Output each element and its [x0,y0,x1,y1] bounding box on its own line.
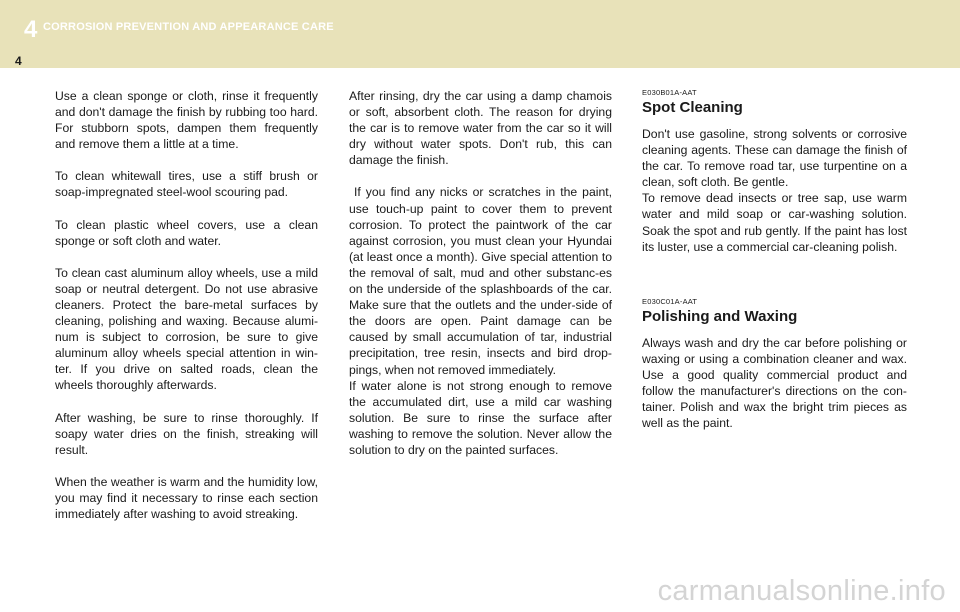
paragraph: Use a clean sponge or cloth, rinse it frequently and don't damage the finish by rubbing too hard. For stubborn spots, dampen them frequently and remove them a little at a time. [55,89,318,152]
paragraph: When the weather is warm and the humidity low, you may find it necessary to rinse each section immediately after washing to avoid streaking. [55,474,318,521]
column-middle [349,88,612,474]
section-code: E030C01A-AAT [642,297,698,306]
paragraph: After washing, be sure to rinse thoroughly. If soapy water dries on the finish, streaking will result. [55,410,318,457]
paragraph: To clean plastic wheel covers, use a clean sponge or soft cloth and water. [55,217,318,248]
section-spot-cleaning [642,88,907,271]
paragraph: To remove dead insects or tree sap, use warm water and mild soap or car-washing solution. Soak the spot and rub gently. If the paint has lost its luster, use a commercial car-cleaning polish. [642,191,907,254]
paragraph: To clean cast aluminum alloy wheels, use a mild soap or neutral detergent. Do not use abrasive cleaners. Protect the bare-metal surfaces by cleaning, polishing and waxing. Because alumi-num is subject to corrosion, be sure to give aluminum alloy wheels special attention in win-ter. If you drive on salted roads, clean the wheels thoroughly afterwards. [55,265,318,393]
section-heading: Spot Cleaning [642,99,743,116]
page-number: 4 [15,54,22,68]
chapter-number: 4 [24,16,38,43]
section-polishing-waxing [642,297,907,432]
paragraph: After rinsing, dry the car using a damp chamois or soft, absorbent cloth. The reason for drying the car is to remove water from the car so it will dry without water spots. Don't rub, this can damage the finish. [349,89,612,168]
chapter-title: CORROSION PREVENTION AND APPEARANCE CARE [43,21,334,33]
section-code: E030B01A-AAT [642,88,697,97]
paragraph: If you find any nicks or scratches in the paint, use touch-up paint to cover them to prevent corrosion. To protect the paintwork of the car against corrosion, you must clean your Hyundai (at least once a month). Give special attention to the removal of salt, mud and other substanc-es on the underside of the splashboards of the car. Make sure that the outlets and the under-side of the doors are open. Paint damage can be caused by small accumulation of tar, industrial precipitation, tree resin, insects and bird drop-pings, when not removed immediately. [349,185,612,377]
paragraph: If water alone is not strong enough to remove the accumulated dirt, use a mild car washing solution. Be sure to rinse the surface after washing to remove the solution. Never allow the solution to dry on the painted surfaces. [349,378,612,457]
column-left [55,88,318,538]
watermark: carmanualsonline.info [657,575,946,607]
paragraph: Always wash and dry the car before polishing or waxing or using a combination cleaner and wax. Use a good quality commercial product and follow the manufacturer's directions on the con-tainer. Polish and wax the bright trim pieces as well as the paint. [642,336,907,431]
paragraph: Don't use gasoline, strong solvents or corrosive cleaning agents. These can damage the finish of the car. To remove road tar, use turpentine on a clean, soft cloth. Be gentle. [642,127,907,190]
section-heading: Polishing and Waxing [642,308,798,325]
paragraph: To clean whitewall tires, use a stiff brush or soap-impregnated steel-wool scouring pad. [55,169,318,200]
header-band [0,0,960,68]
